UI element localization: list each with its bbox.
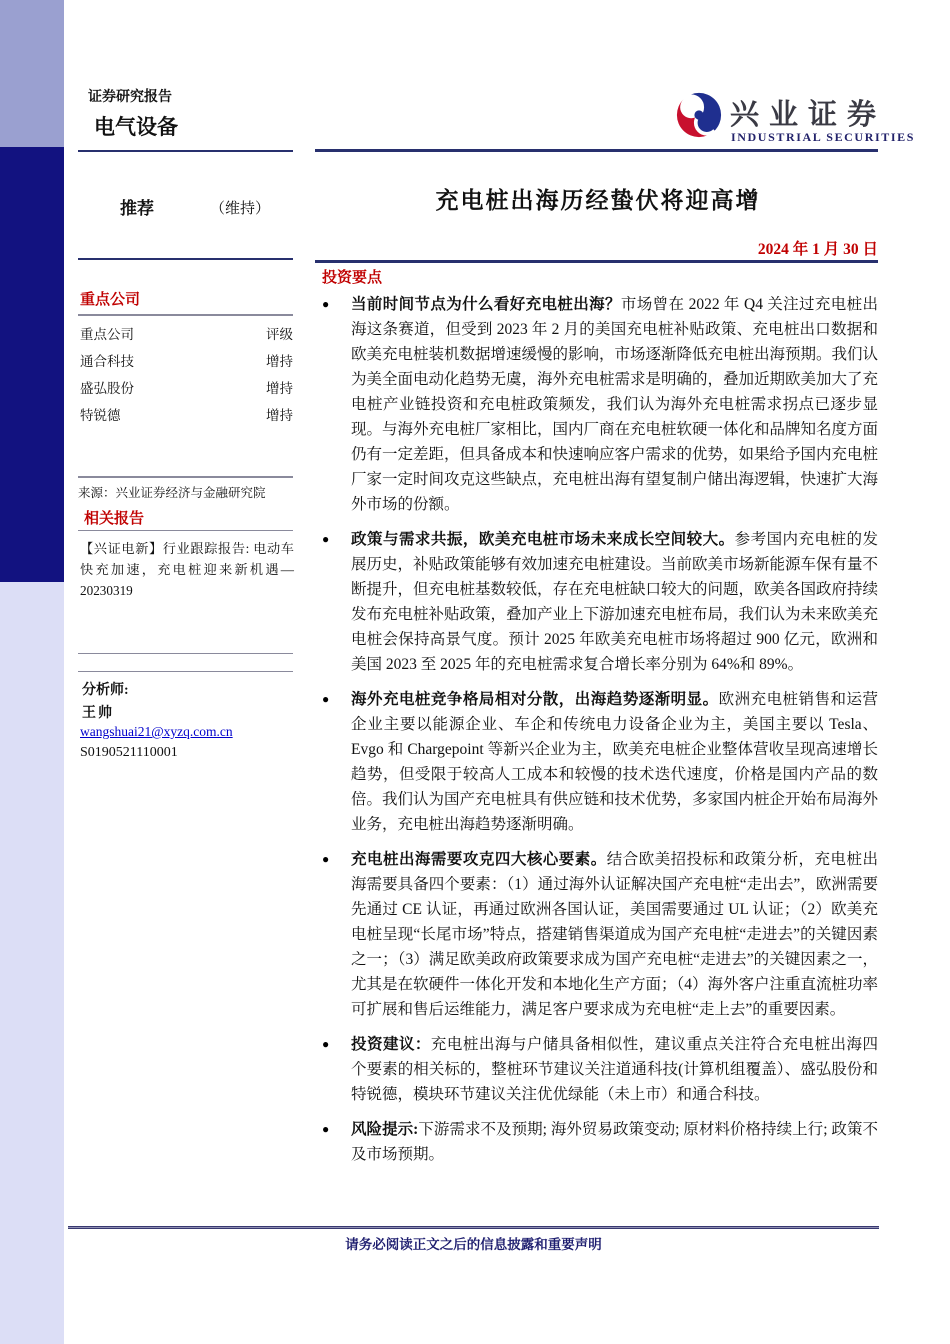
- company-rating: 增持: [266, 408, 293, 423]
- sidebar-band-middle: [0, 147, 64, 582]
- rating-label: 推荐: [120, 199, 154, 218]
- key-companies-heading: 重点公司: [80, 292, 141, 308]
- list-item: [318, 292, 878, 517]
- list-item: [318, 687, 878, 837]
- key-companies-table-header: [80, 323, 293, 343]
- analyst-license-number: S0190521110001: [80, 745, 178, 760]
- list-item: [318, 1032, 878, 1107]
- divider-title-bottom: [315, 260, 878, 263]
- bullet-text: 下游需求不及预期; 海外贸易政策变动; 原材料价格持续上行; 政策不及市场预期。: [351, 1121, 878, 1163]
- table-row: [80, 350, 293, 370]
- divider-header-right: [315, 149, 878, 152]
- bullet-lead: 政策与需求共振，欧美充电桩市场未来成长空间较大。: [351, 531, 735, 548]
- divider-key-companies-bottom: [78, 476, 293, 478]
- list-item: [318, 1117, 878, 1167]
- bullet-icon: ●: [322, 297, 330, 311]
- sidebar-band-top: [0, 0, 64, 147]
- bullet-icon: ●: [322, 1037, 330, 1051]
- industry-name: 电气设备: [94, 115, 178, 139]
- company-name: 特锐德: [80, 408, 121, 423]
- bullet-text: 充电桩出海与户储具备相似性，建议重点关注符合充电桩出海四个要素的相关标的，整桩环节建议关注道通科技(计算机组覆盖）、盛弘股份和特锐德，模块环节建议关注优优绿能（未上市）和通合科技。: [351, 1036, 878, 1103]
- bullet-text: 市场曾在 2022 年 Q4 关注过充电桩出海这条赛道，但受到 2023 年 2 月的美国充电桩补贴政策、充电桩出口数据和欧美充电桩装机数据增速缓慢的影响，市场逐渐降低充电桩出海预期。我们认为美全面电动化趋势无虞，海外充电桩需求是明确的，叠加近期欧美加大了充电桩产业链投资和充电桩政策频发，我们认为海外充电桩需求拐点已逐步显现。与海外充电桩厂家相比，国内厂商在充电桩软硬一体化和品牌知名度方面仍有一定差距，但具备成本和快速响应客户需求的优势，如果给予国内充电桩厂家一定时间攻克这些缺点，充电桩出海有望复制户储出海逻辑，快速扩大海外市场的份额。: [351, 296, 879, 513]
- investment-highlights-heading: 投资要点: [322, 270, 383, 286]
- bullet-text: 参考国内充电桩的发展历史，补贴政策能够有效加速充电桩建设。当前欧美市场新能源车保有量不断提升，但充电桩基数较低，存在充电桩缺口较大的问题，欧美各国政府持续发布充电桩补贴政策，叠加产业上下游加速充电桩布局，我们认为未来欧美充电桩会保持高景气度。预计 2025 年欧美充电桩市场将超过 900 亿元，欧洲和美国 2023 至 2025 年的充电桩需求复合增长率分别为 64%和 89%。: [351, 531, 879, 673]
- brand-name-cn: 兴业证券: [730, 99, 887, 131]
- rating-status: （维持）: [210, 201, 271, 217]
- page-title: 充电桩出海历经蛰伏将迎高增: [435, 188, 761, 213]
- divider-key-companies-top: [78, 314, 293, 316]
- bullet-lead: 海外充电桩竞争格局相对分散，出海趋势逐渐明显。: [351, 691, 719, 708]
- industrial-securities-logo-icon: [676, 92, 722, 138]
- divider-header-left: [78, 150, 293, 152]
- bullet-icon: ●: [322, 852, 330, 866]
- analyst-label: 分析师:: [82, 683, 129, 698]
- bullet-text: 欧洲充电桩销售和运营企业主要以能源企业、车企和传统电力设备企业为主，美国主要以 Tesla、Evgo 和 Chargepoint 等新兴企业为主，欧美充电桩企业整体营收呈现高速增长趋势，但受限于较高人工成本和较慢的技术迭代速度，价格是国内产品的数倍。我们认为国产充电桩具有供应链和技术优势，多家国内桩企开始布局海外业务，充电桩出海趋势逐渐明确。: [351, 691, 879, 833]
- divider-analyst-top: [78, 653, 293, 654]
- company-name: 通合科技: [80, 354, 134, 369]
- bullet-lead: 当前时间节点为什么看好充电桩出海？: [351, 296, 621, 313]
- bullet-icon: ●: [322, 532, 330, 546]
- related-reports-heading: 相关报告: [84, 511, 145, 527]
- divider-footer: [68, 1226, 879, 1229]
- bullet-icon: ●: [322, 692, 330, 706]
- bullet-text: 结合欧美招投标和政策分析，充电桩出海需要具备四个要素：（1）通过海外认证解决国产充电桩“走出去”，欧洲需要先通过 CE 认证，再通过欧洲各国认证，美国需要通过 UL 认证；（2）欧美充电桩呈现“长尾市场”特点，搭建销售渠道成为国产充电桩“走进去”的关键因素之一；（3）满足欧美政府政策要求成为国产充电桩“走进去”的关键因素之一，尤其是在软硬件一体化开发和本地化生产方面；（4）海外客户注重直流桩功率可扩展和售后运维能力，满足客户要求成为充电桩“走上去”的重要因素。: [351, 851, 879, 1018]
- investment-highlights-list: [318, 292, 878, 1177]
- report-type-label: 证券研究报告: [88, 90, 172, 105]
- sidebar-band-bottom: [0, 582, 64, 1344]
- company-logo: [676, 92, 915, 144]
- divider-analyst-second: [78, 671, 293, 672]
- company-name: 盛弘股份: [80, 381, 134, 396]
- related-report-item: 【兴证电新】行业跟踪报告: 电动车快充加速，充电桩迎来新机遇—20230319: [80, 541, 294, 598]
- list-item: [318, 527, 878, 677]
- list-item: [318, 847, 878, 1022]
- table-row: [80, 404, 293, 424]
- sidebar-label-industry-deep-report: 行业深度研究报告: [463, 268, 486, 492]
- analyst-email-link[interactable]: wangshuai21@xyzq.com.cn: [80, 724, 233, 739]
- table-source-note: 来源：兴业证券经济与金融研究院: [78, 486, 266, 500]
- bullet-lead: 投资建议：: [351, 1036, 431, 1053]
- bullet-icon: ●: [322, 1122, 330, 1136]
- divider-rating-bottom: [78, 258, 293, 260]
- column-header-company: 重点公司: [80, 327, 134, 342]
- table-row: [80, 377, 293, 397]
- footer-disclaimer: 请务必阅读正文之后的信息披露和重要声明: [345, 1237, 602, 1252]
- column-header-rating: 评级: [266, 327, 293, 342]
- report-date: 2024 年 1 月 30 日: [757, 241, 878, 258]
- divider-related-reports: [78, 530, 293, 531]
- brand-name-en: INDUSTRIAL SECURITIES: [731, 130, 915, 144]
- bullet-lead: 充电桩出海需要攻克四大核心要素。: [351, 851, 607, 868]
- analyst-name: 王帅: [82, 706, 114, 721]
- bullet-lead: 风险提示:: [351, 1121, 419, 1138]
- sidebar-label-industry-research: 行业研究: [462, 20, 488, 136]
- company-rating: 增持: [266, 381, 293, 396]
- company-rating: 增持: [266, 354, 293, 369]
